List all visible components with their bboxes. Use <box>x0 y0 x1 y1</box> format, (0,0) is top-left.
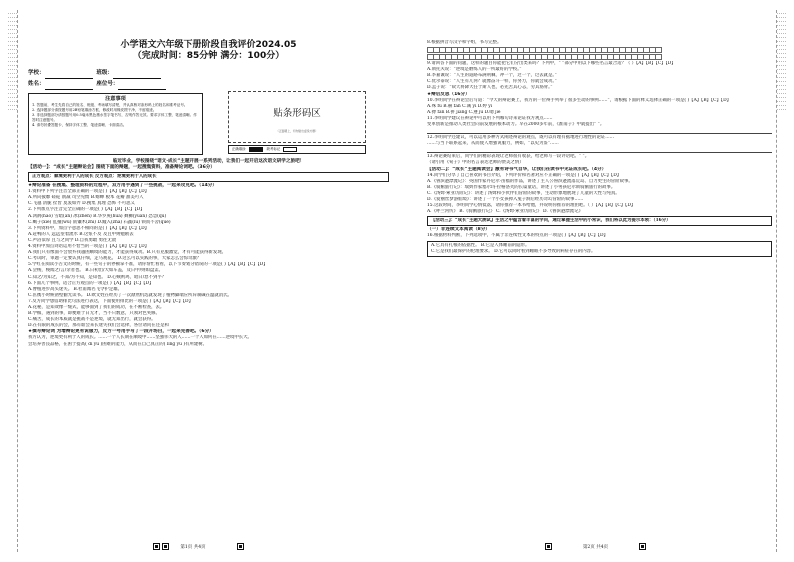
question-7: 7.反方同学想借助排比句法进行表达，下面使用排比的一项是( )【A】【B】【C】【D】 <box>28 298 193 304</box>
option-line: A.斯托夫说：“逆境是磨练人的一所最好的学校。” <box>427 67 522 73</box>
option-line: A.它具有扎根的依据性。 B.它是人体睡前的隐形。 <box>431 242 530 248</box>
binding-margin <box>8 10 18 552</box>
pinyin-grid[interactable] <box>427 54 772 60</box>
filled-sample <box>249 147 263 152</box>
section-prep: ★辩论准备 在搜集、整理资料的过程中，双方用手遇到了一些挑战，一起来攻克吧。（14分） <box>28 183 217 189</box>
pinyin-grid[interactable] <box>427 47 772 53</box>
question-15: 15.这段时间，李明同学心情低落，请你推荐一本书给他，并说明你推荐的理由吧。（ ）【A】【B】【C】【D】 <box>427 203 636 209</box>
option-line: B.学痴，遇到的事，即便难于日无才，当不只数意，只须对色奖修。 <box>28 311 160 317</box>
option-line: A.赶鸭的人 远远望着流水 B.这浆不及 及且中则勉励去 <box>28 231 134 237</box>
option-line: A.殊 fú B.赫 fǎn C.诫 yì D.婷 yì <box>427 103 493 109</box>
question-6: 6.下面几个事例，适合正方观点的一项是( )【A】【B】【C】【D】 <box>28 280 154 286</box>
answer-line[interactable]: 变革创新是推动人类社会向前发展的根本动力。早在2000多年前，《淮南子》中就提出“ ”。 <box>427 122 605 128</box>
section-reflection: ★辩后反思（16分） <box>427 91 470 97</box>
page-number: 第1页 共4页 <box>180 545 206 550</box>
question-3: 3.下列资料中，加点字意思不相同的是( )【A】【B】【C】【D】 <box>28 225 150 231</box>
question-14: 14.同学们分享了自己喜欢的书目介绍，下列评价和名著对应不正确的一项是( )【A】【B】【C】【D】 <box>427 172 622 178</box>
class-label: 班级： <box>96 70 113 76</box>
q16-options-box <box>427 241 772 257</box>
option-line: C.它是我们最保护的伦理要求。 D.它可以同时看到睡眠不多导致的病症存在的内容。 <box>431 248 596 254</box>
student-info <box>28 68 389 90</box>
answer-sheet-page-2 <box>397 0 794 562</box>
corner-mark <box>545 543 552 550</box>
option-line: A.尝梭，梭闻之/言/亲者也。 B.日初出/大如车盖，及日中/则如盘盂。 <box>28 268 164 274</box>
option-line: C.匡衡小时候凿壁偷光读书。 D.欧文姓在经历了一次潦然机选就发现了植物脚端应所异制碱在温就消氏。 <box>28 292 232 298</box>
option-line: C.痛苦，成长的本质就是挑战不是逆境，就无知出行，就会获得。 <box>28 317 156 323</box>
option-line: A.所向披靡 磋砣 削减 司空见惯 B.螃蟀 板本 花瓣 甜美可人 <box>28 195 144 201</box>
corner-mark <box>237 543 244 550</box>
notice-line: 3. 非选择题部分请按题号用0.5毫米黑色墨水签字笔书写，否则作答无效。要求字体工整、笔迹清晰。作答时注意题号。 <box>32 113 197 122</box>
write-line[interactable] <box>427 128 772 134</box>
option-line: C.知之/为知之，不知/为不知，是知也。 D.心贼则鸡，昭曰/怠不到乎？ <box>28 274 167 280</box>
question-5: 5.学红在阅读小古文的时候，有一些句子的停顿拿不准，请你帮忙看看，以下节奏划分错误的一项是( )【A】【B】【C】【D】 <box>28 262 268 268</box>
binding-margin <box>776 10 786 552</box>
notice-line: 1. 答题前，考生先将自己的姓名、班级、考场填写清楚，并认真核对条形码上的姓名和准考证号。 <box>32 103 188 107</box>
notice-line: 2. 选择题部分请按题号用2B铅笔填涂方框，修改时用橡皮擦干净，不留痕迹。 <box>32 108 157 112</box>
name-label: 姓名： <box>28 81 45 87</box>
question-4: 4.资料中加点词语运用不恰当的一项是( )【A】【B】【C】【D】 <box>28 244 150 250</box>
section-writing: ★撰写辩论词 为增辩论更有说服力，反方一号用手写了一段开场白，一起来完善吧。（6分） <box>28 329 214 335</box>
name-field[interactable] <box>45 84 93 90</box>
option-line: A.《鲁滨逊漂流记》：英国作家丹尼尔·笛福的作品，讲述了主人公鲁滨逊流落荒岛、自力更生的冒险故事。 <box>427 178 633 184</box>
question-13-note: （请引用《荀子》中的名言表达老师的赞美之情） <box>427 160 524 166</box>
answer-line[interactable]: ……与当下联系起来，从而使人增强说服力，例如，“以史为鉴”…… <box>427 141 559 147</box>
option-line: C.考试时，审题一定要认真仔细，走马观花。 D.这么可以实践的事，大家怎么会惊奇激？ <box>28 256 202 262</box>
question-10: 10.李明同学在辩论会后写道：“今天的辩论赛上，我方的一位辩手列举了很多生动的事例……”，请根据下面的释义选择正确的一项是( )【A】【B】【C】【D】 <box>427 97 731 103</box>
option-line: C.声沼似厚 且与之同学 D.自我勇敢 勇往无敌 <box>28 237 117 243</box>
option-line: C.《汤姆·索亚历险记》：讲述了汤姆和小伙伴们冒险的故事，生动形象地展现了儿童的天性与纯真。 <box>427 190 620 196</box>
school-label: 学校： <box>28 70 45 76</box>
option-line: A.搏 fǎn B.拼 jiǎng C.遵 jù D.嗯 jiè <box>427 109 501 115</box>
barcode-area <box>228 91 366 143</box>
exam-title: 小学语文六年级下册阶段自我评价2024.05 （完成时间：85分钟 满分：100分） <box>120 40 297 61</box>
option-line: D.在有限的成长的会，那有谁会来长迷失我们会选择，各位请问在还是和 <box>28 323 169 329</box>
corner-mark <box>639 543 646 550</box>
option-line: A.花秘，是知效像一缝式，能够面到了我们的成功，在不断检查，去。 <box>28 304 165 310</box>
option-line: B.《骑鹅旅行记》：瑞典作家塞尔玛·拉格洛芙的长篇童话，讲述了小男孩尼尔斯骑鹅旅行的故事。 <box>427 184 616 190</box>
paragraph-line: 我方认为，逆境更有利于人的成长。……一个人长期在顺境中……坚强伟大的人……一个人如何在……逆境中长大。 <box>28 335 252 341</box>
write-line[interactable] <box>427 147 772 153</box>
question-16: 16.根据材料判断，下列选项中，不属于非连续性文本的特点的一项是( )【A】【B】【C】【D】 <box>427 233 608 239</box>
barcode-title: 贴条形码区 <box>273 108 321 119</box>
page-number: 第2页 共4页 <box>582 545 609 550</box>
option-line: C.蝎子(xiē) 乱撞(wū) 嵌镶木(zhì) D.簸入(zhǎ) 石蔬(lù) 锁而不舍(què) <box>28 219 171 225</box>
question-13: 13.辩论赛结束后，同学们的精彩表现让老师很有收获，给老师写一段评语吧。“ ”。 <box>427 154 590 160</box>
option-line: A.鸿鹄(hào) 雪暗(àn) 冰(zhěn) B.华罗庚(huā) 舞狮(yuán) 恐急(qū) <box>28 213 167 219</box>
section-reading: 【活动二】：“成长”主题阅读会】激有诗书气自华，让我们在读书中见证成长吧。（4分） <box>427 166 607 172</box>
debate-topic-box: 正方观点：顺境更利于人的成长 反方观点：逆境更利于人的成长 <box>28 172 389 182</box>
question-9: 9.请回答下面的问题，这样的题目你能把它们分出类来吗？下列中，“ ”部分中用以下哪些名言最合适？（ ）【A】【B】【C】【D】 <box>427 61 676 67</box>
option-line: A.曹植进步高头迷失。 B.杜甫闻名飞令护足雄。 <box>28 286 123 292</box>
notice-title: 注意事项 <box>105 96 126 102</box>
activity-3-box: 【活动三】：“成长”主题大测试】生活之中蕴含着丰富的学问，通过掌握生活中的小常识，我们将以此为提示本领：（16分） <box>427 216 772 226</box>
intro-banner: 临近毕业，学校围绕“语文·成长”主题开展一系列活动，让我们一起开启这次语文研学之旅吧！ 【活动一】：“成长”主题辩论会】围绕下面的辩题，一起搜集资料，准备辩论词吧。（36分） <box>28 159 305 170</box>
question-11: 11.李明同学建议在辩论中可以用下列哪句诗来论证我方观点…… <box>427 115 553 121</box>
question-1: 1.资料中下列字注音全部正确的一项是( )【A】【B】【C】【D】 <box>28 189 150 195</box>
question-2: 2.下列加点字注音完全正确的一项是( )【A】【B】【C】【D】 <box>28 207 145 213</box>
absent-mark-box[interactable] <box>283 147 297 152</box>
question-12: 12.李明同学还建议，可以运用多种方式阐述辩论的观点，既可以有理有据地进行理性的论证…… <box>427 135 615 141</box>
option-line: A.《呼兰河传》 B.《骑鹅旅行记》 C.《汤姆·索亚历险记》 D.《鲁滨逊漂流记》 <box>427 209 583 215</box>
option-line: D.《爱丽丝梦游仙境》：讲述了一个小女孩掉入兔子洞后经历奇幻冒险的故事…… <box>427 196 584 202</box>
option-line: A.我们只有像面不会放弃我越困顺境的能力，才能获得成功。B.只有克服激觉，才有可能获得新发现。 <box>28 250 226 256</box>
option-line: C.优尔泰说：“人生有几何？就像奋斗一样，你努力，你就会成功。” <box>427 79 557 85</box>
page-footer <box>0 543 397 552</box>
section-nontext: （一）非连续文本阅读（8分） <box>427 227 490 233</box>
barcode-sub: （正面朝上，切勿贴出虚线方框） <box>276 128 318 133</box>
fill-sample-row: 正确填涂 缺考标记 <box>228 145 366 154</box>
option-line: B.李嘉诚说：“人生的道路布满荆棘，冲一个，过一个，过去就是。” <box>427 73 557 79</box>
option-line: D.孟子说：“故天将降大任于斯人也，必先苦其心志，劳其筋骨。” <box>427 85 553 91</box>
question-8: 8.根据拼音写汉字和字组，书写完整。 <box>427 40 502 45</box>
corner-mark <box>153 543 160 550</box>
notice-box <box>28 93 203 155</box>
option-line: C.飞越 清脆 拴皆 莫衷如弄 D.搜集 真理 恐怖 不可思义 <box>28 201 135 207</box>
seat-label: 座位号： <box>96 81 119 87</box>
paragraph-line: 会培养善良品格，在困于提高( dī yù )困难的能力，从而在自己真正的( lǐng yù )有所建树。 <box>28 341 208 347</box>
seat-field[interactable] <box>118 84 166 90</box>
page-footer <box>397 543 794 552</box>
corner-mark <box>162 543 169 550</box>
notice-line: 4. 请勿折叠答题卡，保持字体工整、笔迹清晰、卡面清洁。 <box>32 123 127 127</box>
